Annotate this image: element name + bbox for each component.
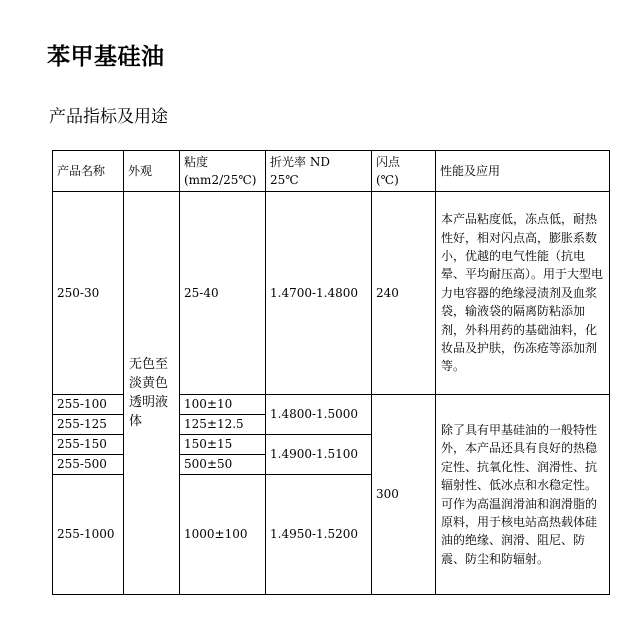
cell-refractive: 1.4800-1.5000 bbox=[266, 395, 372, 435]
cell-name: 250-30 bbox=[53, 192, 124, 395]
header-viscosity: 粘度 (mm2/25℃) bbox=[180, 151, 266, 192]
cell-usage: 除了具有甲基硅油的一般特性外，本产品还具有良好的热稳定性、抗氧化性、润滑性、抗辐射性、低冰点和水稳定性。可作为高温润滑油和润滑脂的原料，用于核电站高热载体硅油的绝缘、润滑、阻尼、防震、防尘和防辐射。 bbox=[436, 395, 610, 595]
cell-flash: 300 bbox=[372, 395, 436, 595]
table-row bbox=[53, 192, 610, 395]
cell-viscosity: 500±50 bbox=[180, 455, 266, 475]
cell-viscosity: 1000±100 bbox=[180, 475, 266, 595]
cell-appearance: 无色至淡黄色透明液体 bbox=[124, 192, 180, 595]
cell-refractive: 1.4700-1.4800 bbox=[266, 192, 372, 395]
header-flash: 闪点 (℃) bbox=[372, 151, 436, 192]
cell-refractive: 1.4950-1.5200 bbox=[266, 475, 372, 595]
cell-viscosity: 25-40 bbox=[180, 192, 266, 395]
cell-refractive: 1.4900-1.5100 bbox=[266, 435, 372, 475]
cell-name: 255-1000 bbox=[53, 475, 124, 595]
section-heading: 产品指标及用途 bbox=[49, 107, 168, 127]
cell-name: 255-125 bbox=[53, 415, 124, 435]
cell-viscosity: 150±15 bbox=[180, 435, 266, 455]
header-name: 产品名称 bbox=[53, 151, 124, 192]
cell-flash: 240 bbox=[372, 192, 436, 395]
spec-table bbox=[52, 150, 610, 595]
page-title: 苯甲基硅油 bbox=[47, 44, 165, 70]
cell-viscosity: 125±12.5 bbox=[180, 415, 266, 435]
cell-usage: 本产品粘度低，冻点低，耐热性好，相对闪点高，膨胀系数小，优越的电气性能（抗电晕、平均耐压高）。用于大型电力电容器的绝缘浸渍剂及血浆袋，输液袋的隔离防粘添加剂，外科用药的基础油料，化妆品及护肤，伤冻疮等添加剂等。 bbox=[436, 192, 610, 395]
cell-name: 255-100 bbox=[53, 395, 124, 415]
cell-name: 255-150 bbox=[53, 435, 124, 455]
header-usage: 性能及应用 bbox=[436, 151, 610, 192]
table-header-row bbox=[53, 151, 610, 192]
header-appearance: 外观 bbox=[124, 151, 180, 192]
cell-name: 255-500 bbox=[53, 455, 124, 475]
header-refractive: 折光率 ND 25℃ bbox=[266, 151, 372, 192]
cell-viscosity: 100±10 bbox=[180, 395, 266, 415]
